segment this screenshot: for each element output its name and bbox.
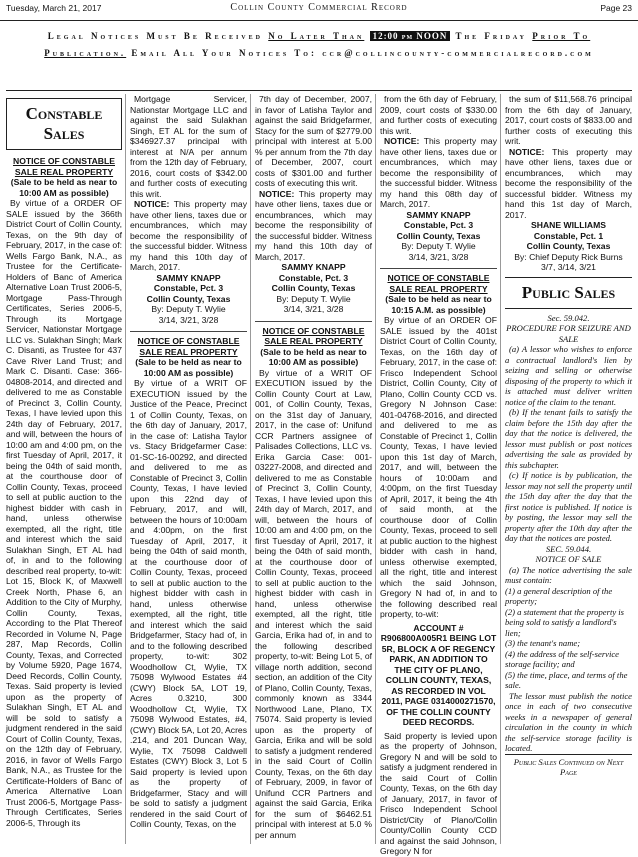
notice-note: (Sale to be held as near to 10:00 AM as possible) (135, 357, 242, 378)
statute-title: PROCEDURE FOR SEIZURE AND SALE (506, 323, 631, 344)
notice-separator (130, 331, 247, 332)
notice-title: NOTICE OF CONSTABLE SALE REAL PROPERTY (12, 156, 115, 177)
notice-body: By virtue of a ORDER OF SALE issued by the 366th District Court of Collin County, Texas, on the 9th day of February, 2017, in the case of: Wells Fargo Bank, N.A., as Trustee for the Certificate-Holders of Banc of America Alternative Loan Trust 2006-5, Mortgage Pass-Through Certificates, Series 2006-5, Through its Mortgage Servicer, Nationstar Mortgage LLC vs. Sulakhan Singh; Mark C. Disanti, as Trustee for 437 Cave River Land Trust; and Mark C. Disanti. Case: 366-04808-2014, and directed and delivered to me as Constable of Precinct 3, Collin County, Texas, I have levied upon this 24th day of February, 2017, and will, between the hours of 10:00 am and 4:00 pm, on the first Tuesday of April, 2017, it being the 04th of said month, at the courthouse door of Collin County, Texas, proceed to sell at public auction to the highest bidder with cash in hand, unless otherwise exempted, all the right, title and interest which the said Sulakhan Singh, ET AL had of, in and to the following described real property, to-wit: Lot 15, Block K, of Maxwell Creek North, Phase 6, an Addition to the City of Murphy, Collin County, Texas, According to the Plat Thereof Recorded in Volume N, Page 287, Map Records, Collin County, Texas, and Corrected by Volume 5920, Page 1674, Deed Records, Collin County, Texas. Said property is levied upon as the property of Sulakhan Singh, ET AL and will be sold to satisfy a judgment rendered in the said Court of Collin County, Texas, on the 12th day of February, 2016, in favor of Wells Fargo Bank, N.A., as Trustee for the Certificate-Holders of Banc of America Alternative Loan Trust 2006-5, Mortgage Pass-Through Certificates, Series 2006-5, Through its (6, 198, 122, 828)
notice-pre: Legal Notices Must Be Received (47, 31, 263, 41)
column-2 (130, 94, 247, 848)
statute-paragraph: (a) A lessor who wishes to enforce a contractual landlord's lien by seizing and selling or otherwise disposing of the property to which it is attached must deliver written notice of the claim to the tenant. (505, 344, 632, 407)
notice-prior: Prior To Publication. (44, 31, 591, 58)
statute-paragraph: (a) The notice advertising the sale must contain: (505, 564, 632, 585)
page-header (0, 0, 638, 21)
notice-body: Mortgage Servicer, Nationstar Mortgage LLC and against the said Sulakhan Singh, ET AL for the sum of $346927.37 principal with interest at N/A per annum from the 12th day of February, 2016, court costs of $342.00 and further costs of executing this writ. (130, 94, 247, 199)
signature-deputy: By: Deputy T. Wylie (401, 241, 476, 251)
notice-title: NOTICE OF CONSTABLE SALE REAL PROPERTY (262, 325, 365, 346)
section-title-public: Public Sales (521, 282, 616, 302)
notice-body: Said property is levied upon as the property of Johnson, Gregory N and will be sold to satisfy a judgment rendered in the said Court of Collin County, Texas, on the 6th day of January, 2017, in favor of Frisco Independent School District/City of Plano/Collin County/Collin County CCD and against the said Johnson, Gregory N for (380, 730, 497, 856)
notice-text: This property may have other liens, taxes due or encumbrances, which may become the responsibility of the successful bidder. Witness my hand this 10th day of March, 2017. (255, 188, 372, 262)
signature-county: Collin County, Texas (396, 230, 481, 241)
notice-body: the sum of $11,568.76 principal from the 6th day of January, 2017, court costs of $833.00 and further costs of executing this writ. (505, 94, 632, 146)
statute-paragraph: (b) If the tenant fails to satisfy the claim before the 15th day after the day that the notice is delivered, the lessor must publish or post notices advertising the sale as provided by this subchapter. (505, 407, 632, 470)
signature-title: Constable, Pct. 3 (403, 220, 474, 230)
statute-paragraph: The lessor must publish the notice once in each of two consecutive weeks in a newspaper of general circulation in the county in which the self-service storage facility is located. (505, 690, 632, 753)
statute-item: (1) a general description of the property; (505, 585, 613, 606)
notice-note: (Sale to be held as near to 10:00 AM as possible) (10, 177, 118, 198)
column-4 (380, 94, 497, 856)
notice-body: By virtue of an ORDER OF SALE issued by the 401st District Court of Collin County, Texas, on the 16th day of February, 2017, in the case of: Frisco Independent School District, Collin County, City of Plano, Collin County CCD vs. Gregory N Johnson Case: 401-04768-2016, and directed and delivered to me as Constable of Precinct 1, Collin County, Texas, I have levied upon this 1st day of March, 2017, and will, between the hours of 10:00am and 4:00pm, on the first Tuesday of April, 2017, it being the 4th of said month, at the courthouse door of Collin County, Texas, proceed to sell at public auction to the highest bidder with cash in hand, unless otherwise exempted, all the right, title and interest which the said Johnson, Gregory N had of, in and to the following described real property, to-wit: (380, 315, 497, 619)
publication-dates: 3/7, 3/14, 3/21 (541, 262, 596, 272)
notice-title: NOTICE OF CONSTABLE SALE REAL PROPERTY (387, 273, 490, 294)
statute-title: NOTICE OF SALE (535, 554, 602, 564)
signature-name: SHANE WILLIAMS (531, 220, 606, 230)
account-description: ACCOUNT # R906800A005R1 BEING LOT 5R, BLOCK A OF REGENCY PARK, AN ADDITION TO THE CITY OF PLANO, COLLIN COUNTY, TEXAS, AS RECORDED IN VOL 2011, PAGE 0314000271570, OF THE COLLIN COUNTY DEED RECORDS. (380, 622, 497, 727)
notice-day: The Friday (455, 31, 528, 41)
notice-no-later: No Later Than (268, 31, 365, 41)
notice-label: NOTICE: (384, 136, 420, 146)
continued-note: Public Sales Continued on Next Page (505, 754, 632, 778)
publication-title: Collin County Commercial Record (230, 2, 408, 13)
publication-dates: 3/14, 3/21, 3/28 (408, 251, 469, 262)
signature-title: Constable, Pct. 3 (278, 272, 349, 283)
signature-county: Collin County, Texas (526, 241, 611, 251)
signature-name: SAMMY KNAPP (406, 209, 471, 220)
publication-dates: 3/14, 3/21, 3/28 (283, 304, 344, 314)
statute-item: (4) the address of the self-service storage facility; and (505, 648, 619, 669)
signature-deputy: By: Deputy T. Wylie (276, 293, 351, 304)
notice-text: This property may have other liens, taxes due or encumbrances, which may become the responsibility of the successful bidder. Witness my hand this 1st day of March, 2017. (505, 146, 633, 220)
column-divider (250, 94, 251, 844)
notice-separator (380, 268, 497, 269)
signature-deputy: By: Deputy T. Wylie (151, 304, 226, 314)
constable-sales-heading-box (6, 98, 122, 150)
submission-deadline-notice (16, 28, 622, 62)
public-sales-heading-box (505, 277, 632, 309)
signature-title: Constable, Pct. 1 (533, 230, 604, 241)
notice-body: By virtue of a WRIT OF EXECUTION issued by the Collin County Court at Law, 001, of Collin County, Texas, on the 31st day of January, 2017, in the case of: Unifund CCR Partners assignee of Palisades Collections, LLC vs. Erika Garcia Case: 001-03227-2008, and directed and delivered to me as Constable of Precinct 3, Collin County, Texas, I have levied upon this 24th day of March, 2017, and will, between the hours of 10:00 am and 4:00 pm, on the first Tuesday of April, 2017, it being the 04th of said month, at the courthouse door of Collin County, Texas, proceed to sell at public auction to the highest bidder with cash in hand, unless otherwise exempted, all the right, title and interest which the said Garcia, Erika had of, in and to the following described property, to-wit: Being Lot 5, of village north addition, second section, an addition of the City of Plano, Collin County, Texas, commonly known as 3344 Northwood Lane, Plano, TX 75074. Said property is levied upon as the property of Garcia, Erika and will be sold to satisfy a judgment rendered in the said Court of Collin County, Texas, on the 6th day of February, 2009, in favor of Unifund CCR Partners and against the said Garcia, Erika for the sum of $6462.51 principal with interest at 5.0 % per annum (255, 367, 372, 840)
notice-body: By virtue of a WRIT OF EXECUTION issued by the Justice of the Peace, Precinct 1 of Collin County, Texas, on the 6th day of January, 2017, in the case of: Latisha Taylor vs. Stacy Bridgefarmer Case: 01-SC-16-00292, and directed and delivered to me as Constable of Precinct 3, Collin County, Texas, I have levied upon this 22nd day of February, 2017, and will, between the hours of 10:00am and 4:00pm, on the first Tuesday of April, 2017, it being the 04th of said month, at the courthouse door of Collin County, Texas, proceed to sell at public auction to the highest bidder with cash in hand, unless otherwise exempted, all the right, title and interest which the said Bridgefarmer, Stacy had of, in and to the following described property, to-wit: 302 Woodhollow Ct, Wylie, TX 75098 Wylwood Estates #4 (CWY) Block 5A, LOT 19, Acres 0.3210, 300 Woodhollow Ct, Wylie, TX 75098 Wylwood Estates, #4, (CWY) Block 5A, Lot 20, Acres .214, and 201 Duncan Way, Wylie, TX 75098 Caldwell Estates (CWY) Block 3, Lot 5 Said property is levied upon as the property of Bridgefarmer, Stacy and will be sold to satisfy a judgment rendered in the said Court of Collin County, Texas, on the (130, 378, 248, 829)
notice-title: NOTICE OF CONSTABLE SALE REAL PROPERTY (137, 336, 240, 357)
statute-item: (5) the time, place, and terms of the sale. (505, 669, 628, 690)
signature-name: SAMMY KNAPP (281, 262, 346, 272)
statute-number: SEC. 59.044. (545, 543, 592, 554)
notice-separator (255, 321, 372, 322)
notice-body: from the 6th day of February, 2009, court costs of $330.00 and further costs of executing this writ. (380, 94, 497, 136)
column-divider (125, 94, 126, 844)
column-divider (500, 94, 501, 844)
notice-text: This property may have other liens, taxes due or encumbrances, which may become the responsibility of the successful bidder. Witness my hand this 10th day of March, 2017. (130, 199, 247, 272)
deadline-badge: 12:00 pm NOON (370, 31, 451, 41)
page-number: Page 23 (600, 3, 632, 13)
signature-deputy: By: Chief Deputy Rick Burns (514, 251, 623, 262)
section-title-constable: Constable Sales (25, 104, 103, 143)
column-5 (505, 94, 632, 848)
notice-text: This property may have other liens, taxes due or encumbrances, which may become the responsibility of the successful bidder. Witness my hand this 08th day of March, 2017. (380, 136, 497, 209)
notice-email: Email All Your Notices To: ccr@collincounty-commercialrecord.com (131, 48, 594, 58)
header-divider (6, 90, 632, 91)
statute-number: Sec. 59.042. (547, 312, 590, 323)
notice-label: NOTICE: (259, 188, 295, 199)
signature-title: Constable, Pct. 3 (153, 283, 224, 293)
notice-label: NOTICE: (509, 146, 545, 157)
signature-county: Collin County, Texas (146, 293, 231, 304)
statute-paragraph: (c) If notice is by publication, the lessor may not sell the property until the 15th day after the day that the first notice is published. If notice is by posting, the lessor may sell the property after the 10th day after the day that the notices are posted. (505, 470, 632, 543)
column-divider (375, 94, 376, 844)
statute-item: (3) the tenant's name; (505, 638, 581, 648)
notice-note: (Sale to be held as near to 10:00 AM as possible) (260, 346, 367, 367)
issue-date: Tuesday, March 21, 2017 (6, 3, 102, 13)
signature-name: SAMMY KNAPP (156, 272, 221, 283)
notice-label: NOTICE: (134, 199, 170, 209)
statute-item: (2) a statement that the property is being sold to satisfy a landlord's lien; (505, 606, 625, 638)
notice-body: 7th day of December, 2007, in favor of Latisha Taylor and against the said Bridgefarmer, Stacy for the sum of $2779.00 principal with interest at 5.00 % per annum from the 7th day of December, 2007, court costs of $301.00 and further costs of executing this writ. (255, 94, 372, 188)
column-1 (6, 94, 122, 848)
publication-dates: 3/14, 3/21, 3/28 (158, 314, 219, 325)
column-3 (255, 94, 372, 848)
signature-county: Collin County, Texas (271, 283, 356, 293)
notice-note: (Sale to be held as near to 10:15 A.M. as possible) (385, 294, 492, 315)
